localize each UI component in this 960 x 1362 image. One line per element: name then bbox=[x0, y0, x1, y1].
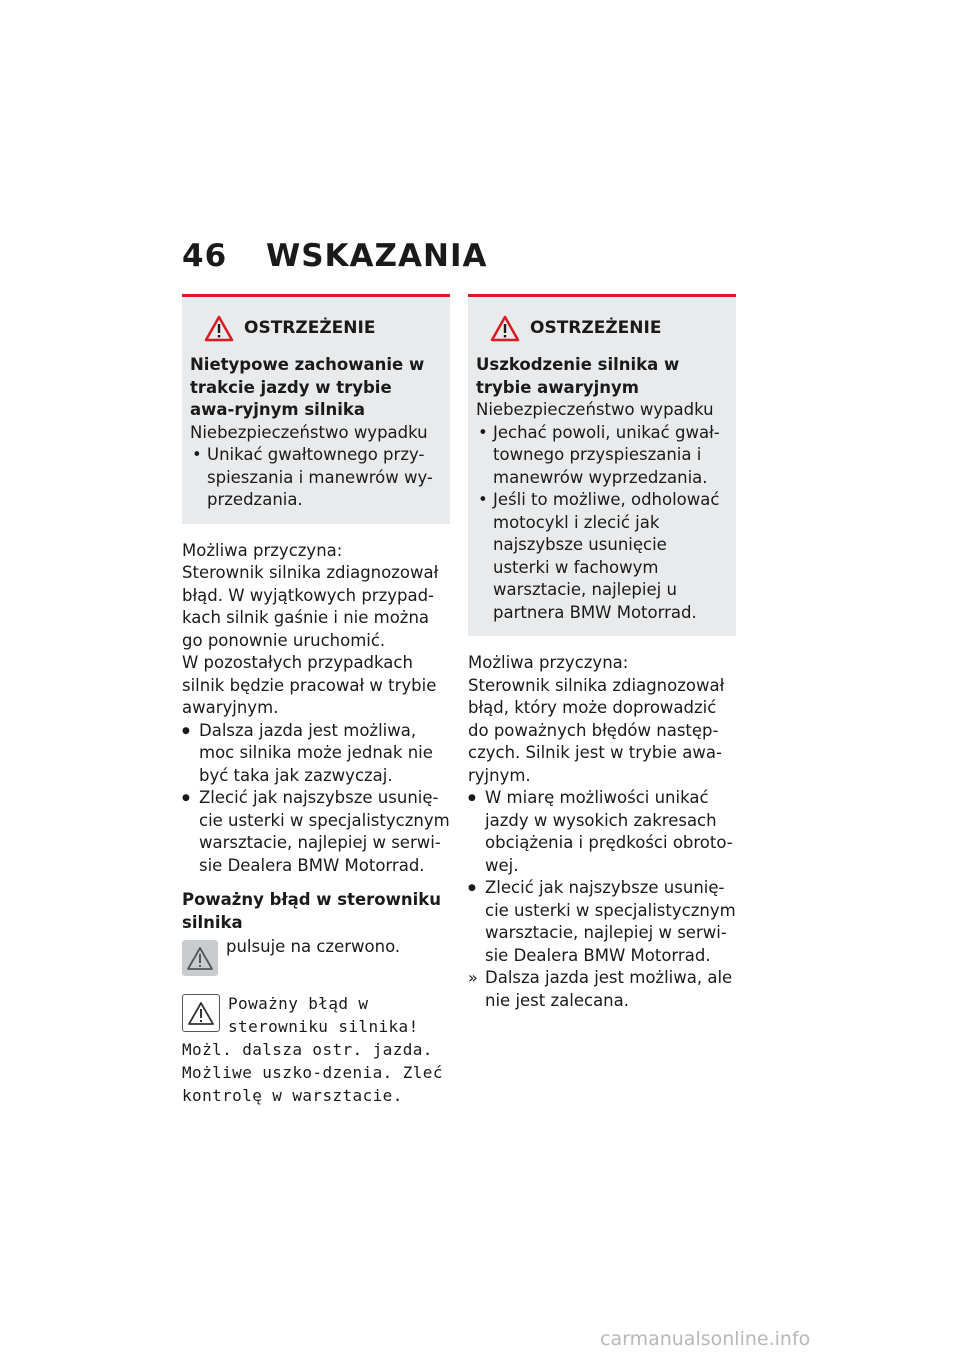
display-message-text: Poważny błąd w sterowniku silnika! Możl. dalsza ostr. jazda. Możliwe uszko-dzenia. Zleć kontrolę w warsztacie. bbox=[182, 994, 443, 1105]
right-column bbox=[468, 294, 736, 1012]
list-item: • Jeśli to możliwe, odholować motocykl i zlecić jak najszybsze usunięcie usterki w fachowym warsztacie, najlepiej u partnera BMW Motorrad. bbox=[476, 489, 726, 624]
warning-box-left bbox=[182, 294, 450, 524]
body-text-left bbox=[182, 540, 450, 878]
warning-triangle-icon bbox=[204, 315, 234, 342]
cause-label: Możliwa przyczyna: bbox=[182, 540, 343, 560]
page-number: 46 bbox=[182, 238, 228, 274]
watermark: carmanualsonline.info bbox=[600, 1328, 811, 1350]
cause-label: Możliwa przyczyna: bbox=[468, 653, 629, 672]
warning-title: OSTRZEŻENIE bbox=[244, 318, 376, 339]
body-text-right bbox=[468, 652, 736, 1012]
paragraph: W pozostałych przypadkach silnik będzie pracował w trybie awaryjnym. bbox=[182, 653, 437, 717]
list-item: ● W miarę możliwości unikać jazdy w wysokich zakresach obciążenia i prędkości obroto-wej. bbox=[468, 787, 736, 877]
action-list bbox=[468, 787, 736, 1012]
action-list bbox=[182, 720, 450, 878]
section-title: WSKAZANIA bbox=[266, 238, 488, 274]
left-column bbox=[182, 294, 450, 1107]
list-item: ● Dalsza jazda jest możliwa, moc silnika może jednak nie być taka jak zazwyczaj. bbox=[182, 720, 450, 788]
warning-title: OSTRZEŻENIE bbox=[530, 318, 662, 339]
warning-list bbox=[476, 422, 726, 625]
warning-box-right bbox=[468, 294, 736, 636]
warning-message-icon bbox=[182, 994, 220, 1032]
warning-subtitle: Uszkodzenie silnika w trybie awaryjnym bbox=[476, 355, 680, 397]
warning-subtitle: Nietypowe zachowanie w trakcie jazdy w trybie awa-ryjnym silnika bbox=[190, 355, 425, 419]
warning-hazard: Niebezpieczeństwo wypadku bbox=[190, 422, 428, 442]
list-item: • Unikać gwałtownego przy-spieszania i manewrów wy-przedzania. bbox=[190, 444, 440, 512]
list-item: ● Zlecić jak najszybsze usunię-cie usterki w specjalistycznym warsztacie, najlepiej w serwi-sie Dealera BMW Motorrad. bbox=[468, 877, 736, 967]
page-header bbox=[182, 238, 487, 274]
warning-list bbox=[190, 444, 440, 512]
list-item: • Jechać powoli, unikać gwał-townego przyspieszania i manewrów wyprzedzania. bbox=[476, 422, 726, 490]
list-item: ● Zlecić jak najszybsze usunię-cie usterki w specjalistycznym warsztacie, najlepiej w serwi-sie Dealera BMW Motorrad. bbox=[182, 787, 450, 877]
warning-hazard: Niebezpieczeństwo wypadku bbox=[476, 400, 714, 419]
result-item: » Dalsza jazda jest możliwa, ale nie jest zalecana. bbox=[468, 967, 736, 1012]
display-message bbox=[182, 992, 450, 1107]
paragraph: Sterownik silnika zdiagnozował błąd, który może doprowadzić do poważnych błędów następ-czych. Silnik jest w trybie awa-ryjnym. bbox=[468, 675, 725, 785]
indicator-text: pulsuje na czerwono. bbox=[226, 937, 401, 956]
indicator-row bbox=[182, 936, 450, 976]
warning-lamp-icon bbox=[182, 940, 218, 976]
paragraph: Sterownik silnika zdiagnozował błąd. W wyjątkowych przypad-kach silnik gaśnie i nie można go ponownie uruchomić. bbox=[182, 563, 439, 650]
subheading: Poważny błąd w sterowniku silnika bbox=[182, 890, 442, 932]
warning-triangle-icon bbox=[490, 315, 520, 342]
